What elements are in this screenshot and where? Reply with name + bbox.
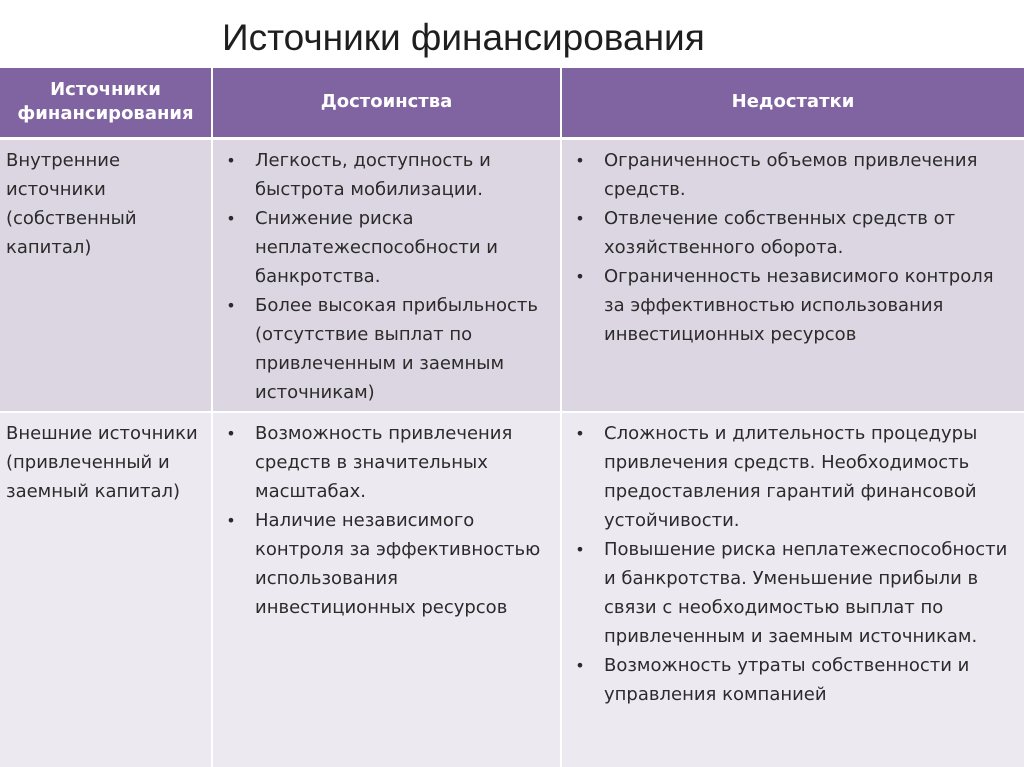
bullet-icon: • — [226, 150, 236, 170]
disadvantages-list-external — [568, 419, 1016, 709]
list-item-text: Снижение риска неплатежеспособности и банкротства. — [255, 207, 498, 287]
header-sources: Источники финансирования — [0, 68, 212, 138]
header-disadvantages: Недостатки — [561, 68, 1024, 138]
advantages-list-external — [219, 419, 552, 622]
list-item — [219, 204, 552, 291]
disadvantages-list-internal — [568, 146, 1016, 349]
bullet-icon: • — [575, 539, 585, 559]
bullet-icon: • — [575, 655, 585, 675]
list-item-text: Ограниченность объемов привлечения средств. — [604, 149, 978, 200]
bullet-icon: • — [226, 295, 236, 315]
list-item — [568, 146, 1016, 204]
list-item-text: Повышение риска неплатежеспособности и банкротства. Уменьшение прибыли в связи с необходимостью выплат по привлеченным и заемным источникам. — [604, 538, 1008, 647]
list-item-text: Легкость, доступность и быстрота мобилизации. — [255, 149, 491, 200]
slide-title: Источники финансирования — [222, 17, 705, 58]
list-item — [219, 419, 552, 506]
bullet-icon: • — [575, 266, 585, 286]
list-item-text: Наличие независимого контроля за эффективностью использования инвестиционных ресурсов — [255, 509, 541, 618]
source-cell-external: Внешние источники (привлеченный и заемный капитал) — [0, 412, 212, 767]
table-header-row — [0, 68, 1024, 138]
list-item — [219, 146, 552, 204]
sources-table — [0, 68, 1024, 767]
bullet-icon: • — [575, 423, 585, 443]
bullet-icon: • — [226, 423, 236, 443]
list-item — [568, 204, 1016, 262]
list-item-text: Сложность и длительность процедуры привлечения средств. Необходимость предоставления гарантий финансовой устойчивости. — [604, 422, 978, 531]
disadvantages-cell-internal — [561, 138, 1024, 412]
list-item — [568, 419, 1016, 535]
list-item — [568, 262, 1016, 349]
bullet-icon: • — [226, 208, 236, 228]
advantages-list-internal — [219, 146, 552, 407]
list-item-text: Ограниченность независимого контроля за эффективностью использования инвестиционных ресурсов — [604, 265, 994, 345]
disadvantages-cell-external — [561, 412, 1024, 767]
advantages-cell-internal — [212, 138, 561, 412]
advantages-cell-external — [212, 412, 561, 767]
list-item-text: Отвлечение собственных средств от хозяйственного оборота. — [604, 207, 956, 258]
bullet-icon: • — [226, 510, 236, 530]
list-item-text: Возможность утраты собственности и управления компанией — [604, 654, 970, 705]
list-item-text: Более высокая прибыльность (отсутствие выплат по привлеченным и заемным источникам) — [255, 294, 539, 403]
source-cell-internal: Внутренние источники (собственный капитал) — [0, 138, 212, 412]
table-row-external — [0, 412, 1024, 767]
list-item-text: Возможность привлечения средств в значительных масштабах. — [255, 422, 513, 502]
bullet-icon: • — [575, 150, 585, 170]
table-row-internal — [0, 138, 1024, 412]
header-advantages: Достоинства — [212, 68, 561, 138]
list-item — [219, 291, 552, 407]
bullet-icon: • — [575, 208, 585, 228]
list-item — [568, 651, 1016, 709]
list-item — [568, 535, 1016, 651]
list-item — [219, 506, 552, 622]
